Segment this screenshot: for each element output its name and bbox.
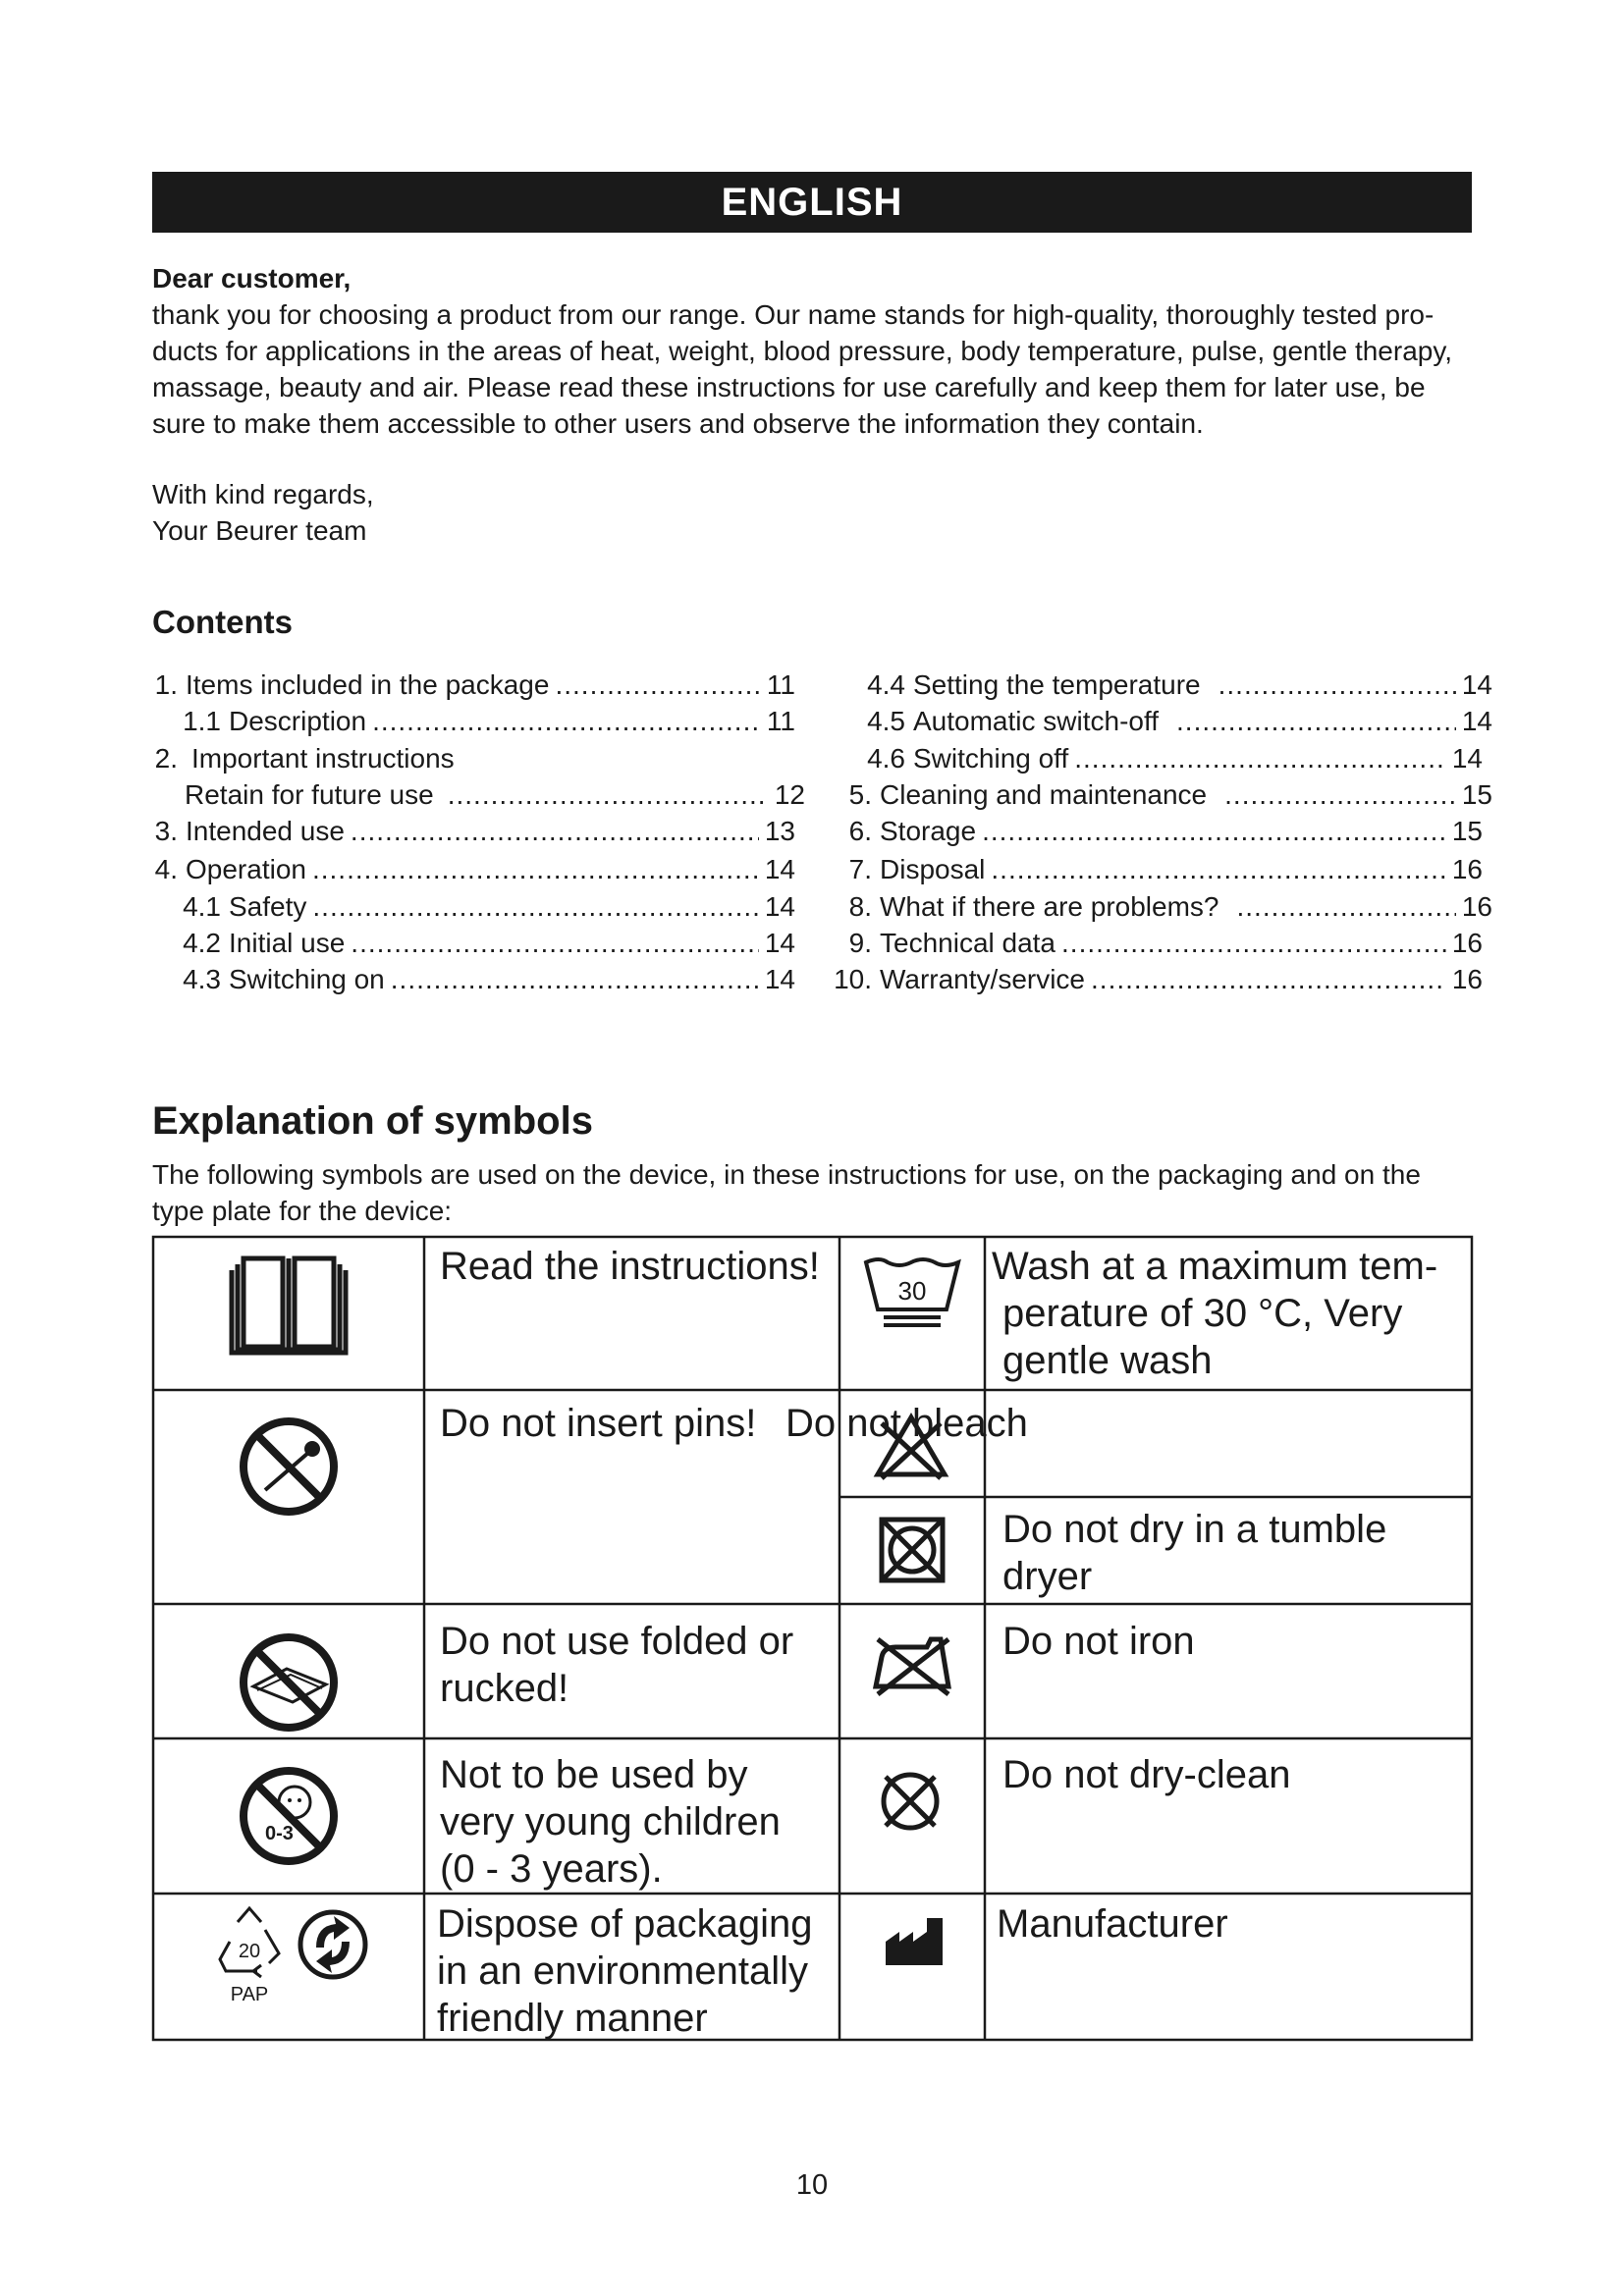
svg-text:PAP: PAP (230, 1984, 269, 2004)
manufacturer-label: Manufacturer (997, 1902, 1228, 1946)
regards-block (152, 476, 374, 549)
no-pins-icon (236, 1414, 342, 1520)
toc-entry[interactable] (180, 704, 795, 739)
recycling-pap-icon (208, 1902, 293, 2004)
toc-page: 15 (1461, 779, 1492, 810)
toc-entry[interactable] (846, 814, 1483, 849)
toc-label: Items included in the package (186, 669, 550, 700)
green-dot-icon (297, 1908, 369, 1981)
toc-entry[interactable] (846, 889, 1492, 925)
toc-entry[interactable] (831, 962, 1483, 997)
toc-label: Retain for future use (185, 779, 434, 810)
toc-page: 11 (766, 669, 795, 700)
toc-entry[interactable] (864, 704, 1492, 739)
toc-leader (1061, 926, 1446, 961)
toc-entry[interactable] (152, 667, 795, 703)
no-dry-clean-icon (876, 1767, 945, 1836)
toc-leader (372, 704, 761, 739)
toc-page: 14 (764, 928, 795, 958)
toc-entry[interactable] (180, 926, 795, 961)
toc-page: 14 (764, 891, 795, 922)
toc-leader (1218, 667, 1456, 703)
no-tumble-dry-icon (876, 1514, 948, 1586)
toc-label: Description (229, 706, 367, 736)
toc-number: 4.6 (867, 743, 905, 774)
toc-entry[interactable] (180, 889, 795, 925)
toc-entry[interactable] (864, 667, 1492, 703)
toc-leader (1224, 777, 1456, 813)
toc-page: 15 (1451, 816, 1483, 846)
toc-label: What if there are problems? (880, 891, 1219, 922)
toc-entry[interactable] (152, 814, 795, 849)
toc-entry[interactable] (846, 777, 1492, 813)
toc-number: 4.3 (183, 964, 221, 994)
toc-leader (1091, 962, 1446, 997)
toc-label: Initial use (229, 928, 346, 958)
svg-text:30: 30 (897, 1276, 927, 1306)
symbols-heading: Explanation of symbols (152, 1099, 593, 1143)
toc-number: 4.1 (183, 891, 221, 922)
toc-entry[interactable] (846, 926, 1483, 961)
toc-page: 16 (1461, 891, 1492, 922)
toc-number: 6. (848, 816, 872, 846)
intro-line: thank you for choosing a product from our range. Our name stands for high-quality, thoroughly tested pro- (152, 299, 1435, 330)
toc-leader (991, 852, 1445, 887)
toc-number: 10. (834, 964, 872, 994)
toc-number: 2. (154, 743, 178, 774)
toc-label: Warranty/service (880, 964, 1086, 994)
greeting-block (152, 260, 1478, 442)
signature-line: Your Beurer team (152, 515, 367, 546)
toc-leader (448, 777, 769, 813)
toc-number: 7. (848, 854, 872, 884)
toc-leader (312, 852, 759, 887)
regards-line: With kind regards, (152, 479, 374, 509)
toc-label: Storage (880, 816, 977, 846)
svg-text:0-3: 0-3 (265, 1823, 294, 1844)
intro-line: ducts for applications in the areas of heat, weight, blood pressure, body temperature, pulse, gentle therapy, (152, 336, 1453, 366)
toc-label: Switching on (229, 964, 385, 994)
no-iron-icon (868, 1633, 956, 1698)
toc-number: 9. (848, 928, 872, 958)
toc-label: Cleaning and maintenance (880, 779, 1208, 810)
toc-number: 4. (154, 854, 178, 884)
svg-text:20: 20 (238, 1941, 261, 1962)
toc-number: 8. (848, 891, 872, 922)
toc-label: Safety (229, 891, 307, 922)
toc-page: 14 (1451, 743, 1483, 774)
toc-leader (351, 926, 759, 961)
toc-label: Disposal (880, 854, 986, 884)
toc-page: 14 (1461, 669, 1492, 700)
toc-leader (1176, 704, 1456, 739)
toc-leader (351, 814, 759, 849)
toc-entry[interactable] (864, 741, 1483, 776)
toc-label: Setting the temperature (913, 669, 1201, 700)
no-bleach-label: Do not bleach (785, 1402, 1028, 1445)
toc-label: Switching off (913, 743, 1069, 774)
toc-entry[interactable] (152, 741, 795, 776)
toc-page: 14 (764, 964, 795, 994)
intro-line: sure to make them accessible to other users and observe the information they contain. (152, 408, 1204, 439)
toc-page: 16 (1451, 964, 1483, 994)
toc-leader (1237, 889, 1456, 925)
toc-page: 16 (1451, 928, 1483, 958)
wash-tub-30-icon (862, 1255, 962, 1333)
no-iron-label: Do not iron (1002, 1620, 1195, 1663)
no-dry-clean-label: Do not dry-clean (1002, 1753, 1291, 1796)
toc-leader (1074, 741, 1446, 776)
symbols-intro (152, 1156, 1478, 1229)
no-folded-icon (236, 1629, 342, 1735)
toc-page: 11 (766, 706, 795, 736)
toc-label: Intended use (186, 816, 345, 846)
toc-number: 4.4 (867, 669, 905, 700)
symbols-intro-line: The following symbols are used on the device, in these instructions for use, on the packaging and on the (152, 1159, 1421, 1190)
toc-entry[interactable] (185, 777, 805, 813)
no-folded-label: Do not use folded or rucked! (440, 1620, 794, 1710)
manufacturer-icon (882, 1914, 947, 1969)
toc-number: 5. (848, 779, 872, 810)
dispose-packaging-label: Dispose of packaging in an environmentally friendly manner (437, 1902, 813, 2040)
toc-number: 3. (154, 816, 178, 846)
symbols-intro-line: type plate for the device: (152, 1196, 453, 1226)
toc-leader (555, 667, 760, 703)
open-book-icon (224, 1249, 353, 1359)
no-pins-label: Do not insert pins! (440, 1402, 757, 1445)
toc-label: Operation (186, 854, 306, 884)
intro-line: massage, beauty and air. Please read these instructions for use carefully and keep them for later use, be (152, 372, 1426, 402)
toc-page: 12 (774, 779, 805, 810)
no-young-children-label: Not to be used by very young children (0 - 3 years). (440, 1753, 781, 1891)
toc-label: Technical data (880, 928, 1056, 958)
toc-entry[interactable] (180, 962, 795, 997)
page-number: 10 (795, 2169, 829, 2201)
toc-entry[interactable] (846, 852, 1483, 887)
toc-label: Automatic switch-off (913, 706, 1160, 736)
toc-entry[interactable] (152, 852, 795, 887)
toc-leader (312, 889, 758, 925)
toc-number: 4.2 (183, 928, 221, 958)
no-young-children-icon (236, 1763, 342, 1869)
toc-number: 1. (154, 669, 178, 700)
wash-30-label: Wash at a maximum tem- perature of 30 °C, Very gentle wash (992, 1245, 1438, 1382)
salutation: Dear customer, (152, 263, 352, 294)
no-tumble-dry-label: Do not dry in a tumble dryer (1002, 1508, 1387, 1598)
toc-page: 14 (1461, 706, 1492, 736)
toc-number: 4.5 (867, 706, 905, 736)
toc-label: Important instructions (191, 743, 455, 774)
toc-leader (982, 814, 1446, 849)
contents-heading: Contents (152, 604, 293, 640)
toc-page: 14 (764, 854, 795, 884)
toc-leader (391, 962, 759, 997)
language-banner: ENGLISH (152, 172, 1472, 233)
read-instructions-label: Read the instructions! (440, 1245, 820, 1288)
toc-page: 13 (764, 816, 795, 846)
toc-page: 16 (1451, 854, 1483, 884)
toc-number: 1.1 (183, 706, 221, 736)
